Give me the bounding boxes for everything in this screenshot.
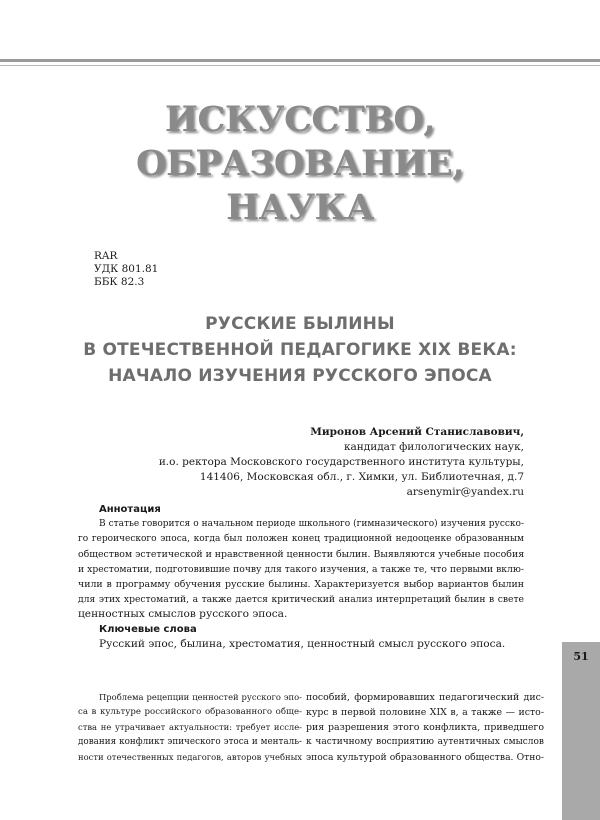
body-line: ности отечественных педагогов, авторов учебных bbox=[78, 752, 302, 762]
page-side-tab bbox=[562, 642, 600, 820]
keywords-text: Русский эпос, былина, хрестоматия, ценностный смысл русского эпоса. bbox=[99, 638, 506, 650]
body-line: рия разрешения этого конфликта, приведшего bbox=[306, 722, 544, 733]
bbk-code: ББК 82.3 bbox=[94, 276, 145, 288]
page-number: 51 bbox=[573, 650, 589, 663]
body-column-left bbox=[78, 690, 302, 765]
article-title bbox=[0, 311, 600, 389]
body-line: курс в первой половине XIX в, а также — исто- bbox=[306, 707, 544, 718]
section-title-line-1: ИСКУССТВО, ОБРАЗОВАНИЕ, bbox=[135, 99, 465, 184]
author-degree: кандидат филологических наук, bbox=[343, 441, 524, 453]
body-line: са в культуре российского образованного обще- bbox=[78, 707, 302, 717]
abstract-line: го героического эпоса, когда был положен конец традиционной недооценке образованным bbox=[78, 534, 524, 544]
abstract-line: чили в программу обучения русские былины. Характеризуется выбор вариантов былин bbox=[78, 579, 524, 590]
body-line: к частичному восприятию аутентичных смыслов bbox=[306, 737, 544, 747]
header-rule-thick bbox=[0, 59, 600, 62]
abstract-line: обществом эстетической и нравственной ценности былин. Выявляются учебные пособия bbox=[78, 549, 525, 560]
abstract-text bbox=[78, 517, 524, 622]
author-address: 141406, Московская обл., г. Химки, ул. Библиотечная, д.7 bbox=[199, 471, 524, 483]
body-line: эпоса культурой образованного общества. Отно- bbox=[306, 752, 544, 763]
article-title-line-1: РУССКИЕ БЫЛИНЫ bbox=[205, 314, 395, 334]
header-rule-thin bbox=[0, 65, 600, 66]
udk-code: УДК 801.81 bbox=[94, 263, 159, 275]
section-title-line-2: НАУКА bbox=[226, 187, 374, 228]
author-position: и.о. ректора Московского государственного института культуры, bbox=[158, 456, 524, 468]
body-line: ства не утрачивает актуальности: требует иссле- bbox=[78, 722, 302, 732]
author-name: Миронов Арсений Станиславович, bbox=[310, 426, 524, 438]
body-line: дования конфликт эпического этоса и менталь- bbox=[78, 737, 302, 747]
keywords-heading: Ключевые слова bbox=[99, 624, 197, 635]
abstract-block bbox=[78, 502, 524, 652]
rar-code: RAR bbox=[94, 250, 118, 262]
body-line: Проблема рецепции ценностей русского эпо- bbox=[99, 692, 302, 702]
article-title-line-3: НАЧАЛО ИЗУЧЕНИЯ РУССКОГО ЭПОСА bbox=[108, 366, 492, 386]
abstract-line: для этих хрестоматий, а также дается критический анализ интерпретаций былин в свете bbox=[78, 594, 524, 605]
author-block bbox=[159, 425, 524, 500]
section-title bbox=[0, 98, 600, 230]
abstract-heading: Аннотация bbox=[99, 504, 161, 515]
body-line: пособий, формировавших педагогический дис- bbox=[306, 692, 544, 703]
classification-codes bbox=[94, 250, 158, 289]
abstract-line: В статье говорится о начальном периоде школьного (гимназического) изучения русско- bbox=[99, 519, 524, 529]
article-title-line-2: В ОТЕЧЕСТВЕННОЙ ПЕДАГОГИКЕ XIX ВЕКА: bbox=[83, 340, 517, 360]
abstract-line: и хрестоматии, подготовившие почву для такого изучения, а также те, что первыми вклю- bbox=[78, 564, 524, 575]
body-column-right bbox=[306, 690, 544, 765]
abstract-line: ценностных смыслов русского эпоса. bbox=[78, 608, 288, 620]
author-email[interactable]: arsenymir@yandex.ru bbox=[406, 486, 524, 498]
